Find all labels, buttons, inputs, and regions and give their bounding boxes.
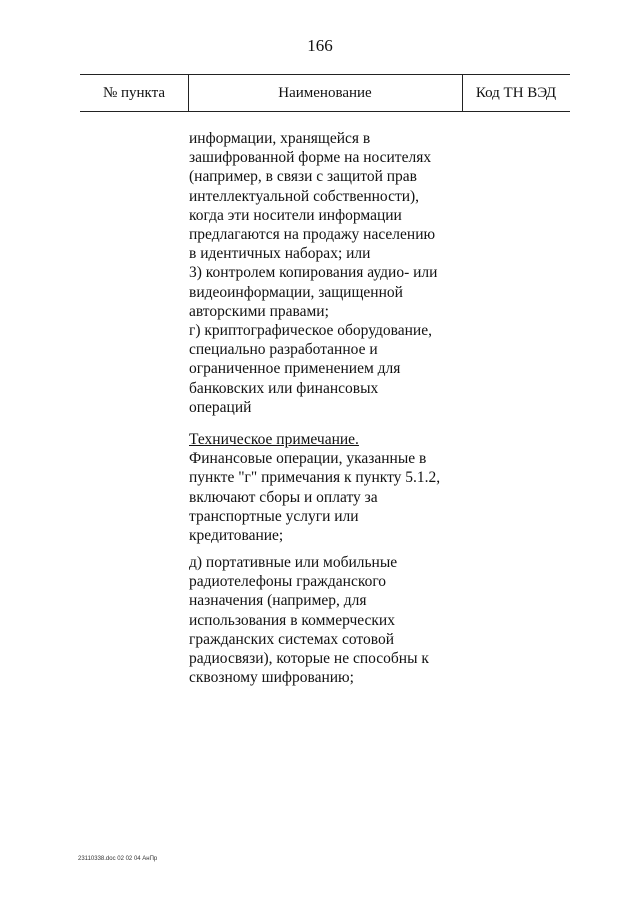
text-line: Финансовые операции, указанные в (189, 450, 427, 468)
document-code-footer: 23110338.doc 02 02 04 АнПр (78, 856, 158, 862)
text-line: сквозному шифрованию; (189, 669, 354, 687)
text-line: когда эти носители информации (189, 206, 402, 224)
text-line: специально разработанное и (189, 341, 378, 359)
text-line: включают сборы и оплату за (189, 488, 378, 506)
text-line: гражданских системах сотовой (189, 630, 395, 648)
text-line: радиосвязи), которые не способны к (189, 650, 429, 668)
page-number: 166 (307, 36, 333, 55)
text-line: 3) контролем копирования аудио- или (189, 264, 438, 282)
text-line: г) криптографическое оборудование, (189, 322, 432, 340)
text-line: видеоинформации, защищенной (189, 283, 403, 301)
text-line: транспортные услуги или (189, 507, 359, 525)
header-name: Наименование (278, 85, 372, 101)
paragraph-continuation (189, 129, 469, 417)
header-tn-ved-code: Код ТН ВЭД (475, 85, 557, 101)
technical-note-title: Техническое примечание. (189, 431, 359, 448)
paragraph-item-d (189, 553, 469, 687)
text-line: банковских или финансовых (189, 379, 379, 397)
table-header (80, 74, 570, 112)
text-line: интеллектуальной собственности), (189, 187, 420, 205)
text-line: назначения (например, для (189, 592, 367, 610)
text-line: (например, в связи с защитой прав (189, 168, 417, 186)
text-line: радиотелефоны гражданского (189, 573, 387, 591)
text-line: операций (189, 398, 252, 416)
text-line: авторскими правами; (189, 302, 329, 320)
header-item-number: № пункта (102, 85, 166, 101)
technical-note (189, 430, 469, 545)
text-line: предлагаются на продажу населению (189, 226, 436, 244)
text-line: кредитование; (189, 527, 284, 545)
text-line: д) портативные или мобильные (189, 554, 398, 571)
text-line: информации, хранящейся в (189, 130, 371, 147)
text-line: ограниченное применением для (189, 360, 401, 378)
text-line: использования в коммерческих (189, 611, 395, 629)
text-line: зашифрованной форме на носителях (189, 149, 432, 167)
text-line: пункте "г" примечания к пункту 5.1.2, (189, 469, 441, 487)
text-line: в идентичных наборах; или (189, 245, 371, 263)
